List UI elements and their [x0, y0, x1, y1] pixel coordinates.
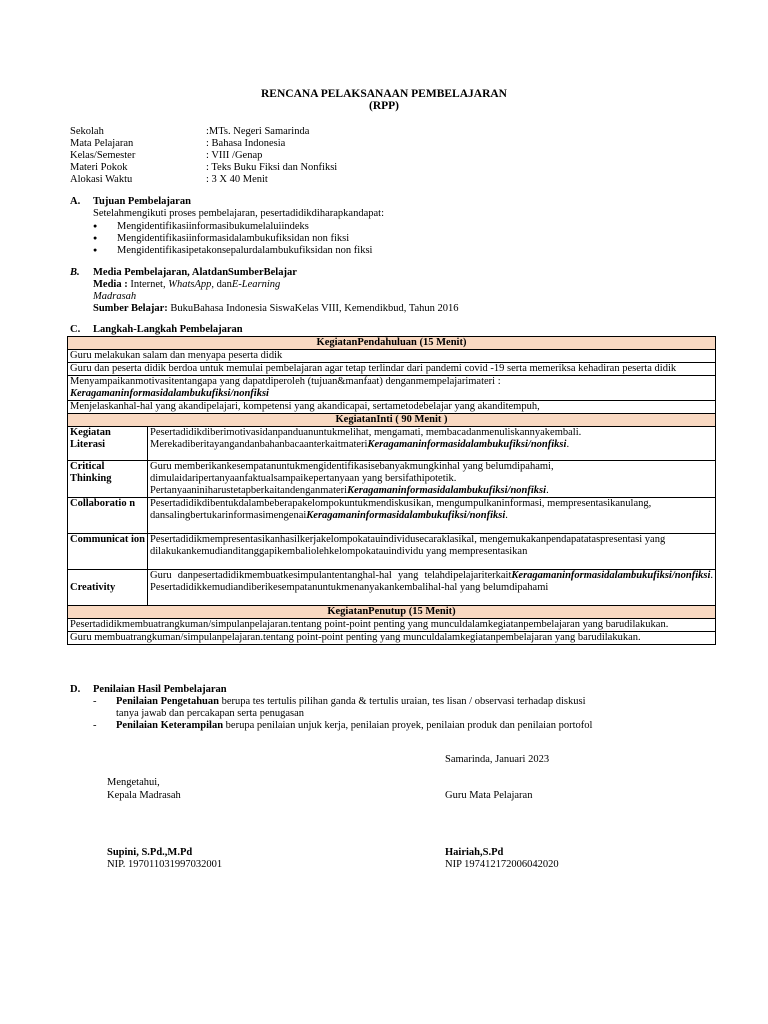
activity-text-literasi: Pesertadidikdiberimotivasidanpanduanuntukmelihat, mengamati, membacadanmenuliskannyakembali. MerekadiberitayangandanbahanbacaanterkaitmateriKeragamaninformasidalambukufiksi/nonfiksi. [148, 427, 716, 461]
activity-label-communication: Communicat ion [68, 534, 148, 570]
steps-table [67, 336, 716, 645]
assessment-item-knowledge: - Penilaian Pengetahuan berupa tes tertulis pilihan ganda & tertulis uraian, tes lisan / observasi terhadap diskusi [93, 696, 586, 707]
list-item: ● Mengidentifikasiinformasibukumelaluiindeks [93, 220, 372, 232]
activity-label-critical: Critical Thinking [68, 461, 148, 498]
table-row: Pesertadidikmembuatrangkuman/simpulanpelajaran.tentang point-point penting yang munculdalamkegiatanpembelajaran yang barudilakukan. [68, 619, 716, 632]
section-a-intro: Setelahmengikuti proses pembelajaran, pesertadidikdiharapkandapat: [93, 208, 384, 219]
objectives-list [93, 220, 372, 256]
activity-text-critical: Guru memberikankesempatanuntukmengidentifikasisebanyakmungkinhal yang belumdipahami, dimulaidaripertanyaanfaktualsampaikepertanyaan yang bersifathipotetik. PertanyaaniniharustetapberkaitandenganmateriKeragamaninformasidalambukufiksi/nonfiksi. [148, 461, 716, 498]
inti-header: KegiatanInti ( 90 Menit ) [68, 414, 716, 427]
identity-row-class: Kelas/Semester : VIII /Genap [70, 150, 263, 161]
table-row: Guru melakukan salam dan menyapa peserta didik [68, 350, 716, 363]
identity-row-school: Sekolah :MTs. Negeri Samarinda [70, 126, 310, 137]
doc-subtitle: (RPP) [368, 100, 399, 112]
place-date: Samarinda, Januari 2023 [445, 754, 550, 765]
teacher-nip: NIP 197412172006042020 [445, 859, 559, 870]
identity-row-time: Alokasi Waktu : 3 X 40 Menit [70, 174, 268, 185]
table-row: Menjelaskanhal-hal yang akandipelajari, kompetensi yang akandicapai, sertametodebelajar yang akanditempuh, [68, 401, 716, 414]
table-row: Guru membuatrangkuman/simpulanpelajaran.tentang point-point penting yang munculdalamkegiatanpembelajaran yang barudilakukan. [68, 632, 716, 645]
activity-label-literasi: Kegiatan Literasi [68, 427, 148, 461]
table-row: Menyampaikanmotivasitentangapa yang dapatdiperoleh (tujuan&manfaat) denganmempelajarimateri : Keragamaninformasidalambukufiksi/nonfiksi [68, 376, 716, 401]
identity-row-material: Materi Pokok : Teks Buku Fiksi dan Nonfiksi [70, 162, 338, 173]
mengetahui-label: Mengetahui, [107, 777, 160, 788]
principal-nip: NIP. 197011031997032001 [107, 859, 223, 870]
section-b-heading: B. Media Pembelajaran, AlatdanSumberBelajar [70, 267, 297, 278]
activity-text-collaboration: Pesertadidikdibentukdalambeberapakelompokuntukmendiskusikan, mengumpulkaninformasi, mempresentasikanulang, dansalingbertukarinformasimengenaiKeragamaninformasidalambukufiksi/nonfiksi. [148, 498, 716, 534]
penutup-header: KegiatanPenutup (15 Menit) [68, 606, 716, 619]
list-item: ● Mengidentifikasiinformasidalambukufiksidan non fiksi [93, 232, 372, 244]
media-line-2: Madrasah [93, 291, 137, 302]
media-line: Media : Internet, WhatsApp, danE-Learning [93, 279, 281, 290]
activity-text-communication: Pesertadidikmempresentasikanhasilkerjakelompokatauindividusecaraklasikal, mengemukakanpendapatataspresentasi yang dilakukankemudianditanggapikembaliolehkelompokatauindividu yang mempresentasikan [148, 534, 716, 570]
section-c-heading: C. Langkah-Langkah Pembelajaran [70, 324, 243, 335]
pendahuluan-header: KegiatanPendahuluan (15 Menit) [68, 337, 716, 350]
principal-name: Supini, S.Pd.,M.Pd [107, 847, 193, 858]
assessment-item-skill: - Penilaian Keterampilan berupa penilaian unjuk kerja, penilaian proyek, penilaian produk dan penilaian portofol [93, 720, 593, 731]
identity-row-subject: Mata Pelajaran : Bahasa Indonesia [70, 138, 286, 149]
activity-label-collaboration: Collaboratio n [68, 498, 148, 534]
sumber-line: Sumber Belajar: BukuBahasa Indonesia SiswaKelas VIII, Kemendikbud, Tahun 2016 [93, 303, 459, 314]
table-row: Guru dan peserta didik berdoa untuk memulai pembelajaran agar tetap terlindar dari pandemi covid -19 serta memeriksa kehadiran peserta didik [68, 363, 716, 376]
kepala-label: Kepala Madrasah [107, 790, 181, 801]
activity-label-creativity: Creativity [68, 570, 148, 606]
doc-title: RENCANA PELAKSANAAN PEMBELAJARAN [261, 88, 507, 100]
identity-block [70, 126, 337, 186]
list-item: ● Mengidentifikasipetakonsepalurdalambukufiksidan non fiksi [93, 244, 372, 256]
activity-text-creativity: Guru danpesertadidikmembuatkesimpulantentanghal-hal yang telahdipelajariterkaitKeragamaninformasidalambukufiksi/nonfiksi. Pesertadidikkemudiandiberikesempatanuntukmenanyakankembalihal-hal yang belumdipahami [148, 570, 716, 606]
assessment-item-knowledge-line2: tanya jawab dan percakapan serta penugasan [116, 708, 305, 719]
guru-label: Guru Mata Pelajaran [445, 790, 533, 801]
teacher-name: Hairiah,S.Pd [445, 847, 504, 858]
section-d-heading: D. Penilaian Hasil Pembelajaran [70, 684, 227, 695]
section-a-heading: A. Tujuan Pembelajaran [70, 196, 191, 207]
